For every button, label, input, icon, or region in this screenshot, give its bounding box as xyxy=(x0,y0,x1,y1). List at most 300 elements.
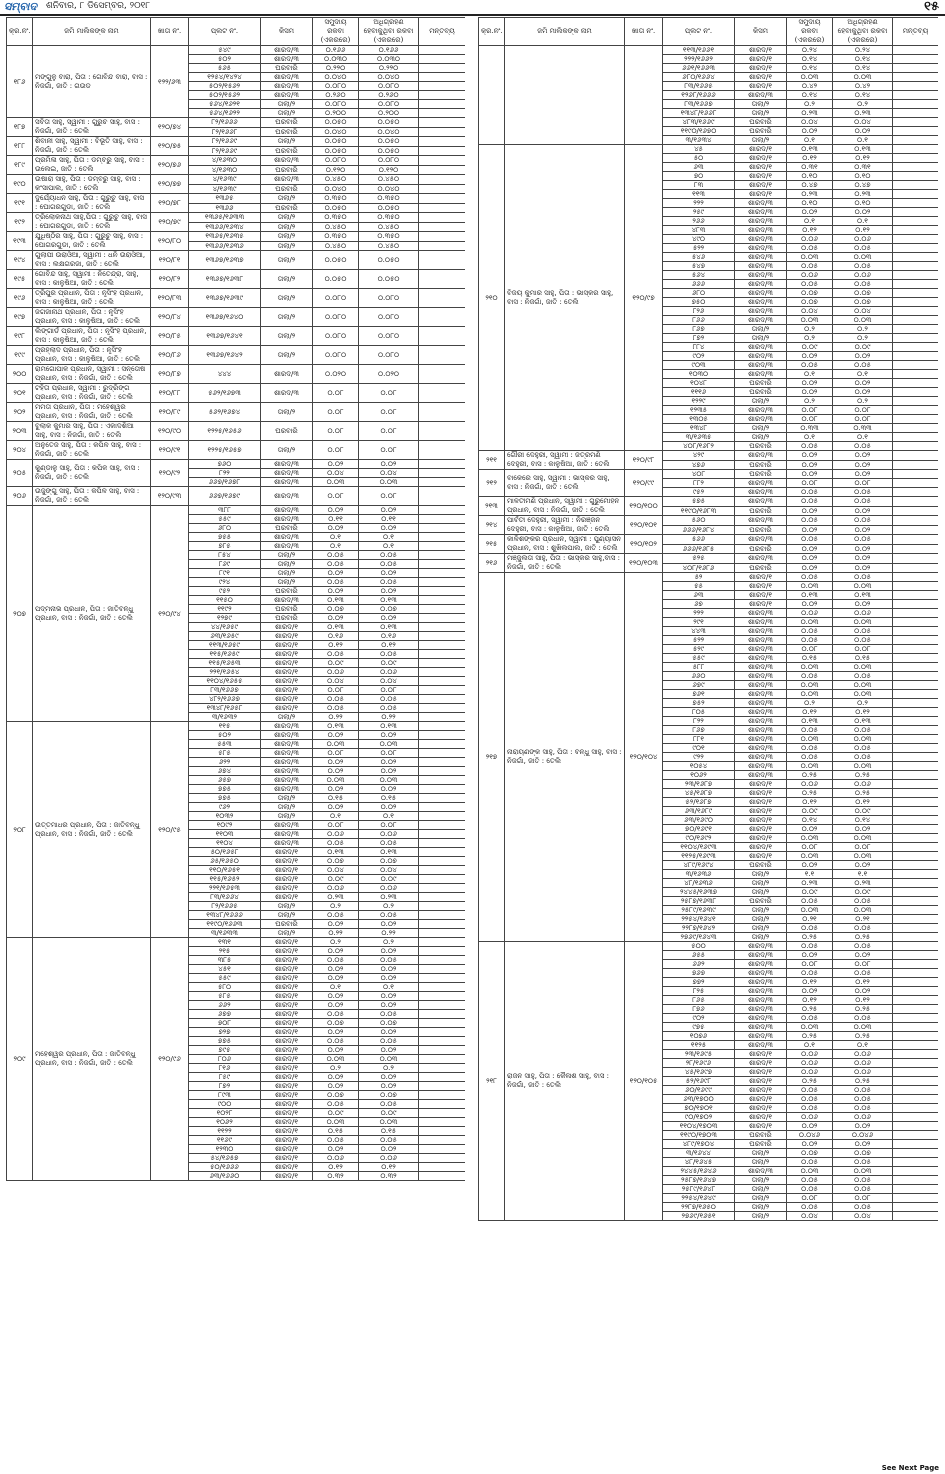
remarks xyxy=(893,1122,939,1131)
total-area: ୦.୦୨ xyxy=(787,460,833,470)
remarks xyxy=(893,771,939,780)
total-area: ୦.୦୫ xyxy=(313,1136,359,1145)
acquired-area: ୦.୦୨୦ xyxy=(359,365,419,384)
plot-number: ୨୧୫ xyxy=(189,947,261,956)
table-row xyxy=(479,942,939,951)
acquired-area: ୦.୦୫ xyxy=(833,488,893,497)
land-class: ଶାରଦ/୩ xyxy=(735,298,787,307)
acquired-area: ୦.୦୫ xyxy=(359,704,419,713)
plot-number: ୬୨୨ xyxy=(189,758,261,767)
acquired-area: ୦.୩୫୦ xyxy=(359,213,419,223)
land-class: ଶାରଦ/୩ xyxy=(735,280,787,289)
land-class: ଶାରଦ/୩ xyxy=(735,942,787,951)
acquired-area: ୦.୦୫ xyxy=(833,280,893,289)
owner-name: ବିଜୟ କୁମାର ସାହୁ, ପିତା : ଭାସ୍କର ସାହୁ, ବାସ : ନିଜଗାଁ, ଜାତି : ତେଲି xyxy=(505,145,625,451)
remarks xyxy=(419,175,466,185)
remarks xyxy=(419,992,466,1001)
land-class: ଶାରଦ/୧ xyxy=(261,875,313,884)
land-class: ଘରବାରି xyxy=(735,388,787,397)
remarks xyxy=(893,798,939,807)
owner-name: ଉତ୍ତମାଧର ପ୍ରଧାନ, ପିତା : ଜାତିବନ୍ଧୁ ପ୍ରଧାନ, ବାସ : ନିଜଗାଁ, ଜାତି : ତେଲି xyxy=(33,722,151,938)
total-area: ୦.୦୫ xyxy=(787,442,833,451)
total-area: ୦.୧୫ xyxy=(313,794,359,803)
total-area: ୦.୦୪୦ xyxy=(313,73,359,82)
total-area: ୦.୦୮ xyxy=(313,487,359,506)
remarks xyxy=(419,659,466,668)
acquired-area: ୦.୧୫ xyxy=(359,794,419,803)
plot-number: ୧୦୪୮ xyxy=(663,379,735,388)
total-area: ୦.୦୨ xyxy=(313,920,359,929)
acquired-area: ୦.୦୩ xyxy=(833,582,893,591)
plot-number: ୪/୧୬୩୦ xyxy=(189,165,261,175)
remarks xyxy=(419,46,466,55)
remarks xyxy=(893,1104,939,1113)
plot-number: ୯୦୦ xyxy=(189,1100,261,1109)
total-area: ୦.୦୨ xyxy=(313,460,359,469)
acquired-area: ୦.୦୯ xyxy=(359,659,419,668)
total-area: ୦.୦୨ xyxy=(787,388,833,397)
land-class: ତାଲା/୨ xyxy=(735,424,787,433)
total-area: ୦.୦୫ xyxy=(313,956,359,965)
serial-number: ୧୮୭ xyxy=(7,118,33,137)
total-area: ୦.୦୨ xyxy=(787,379,833,388)
land-class: ତାଲା/୨ xyxy=(261,213,313,223)
total-area: ୦.୦୫ xyxy=(787,262,833,271)
remarks xyxy=(419,165,466,175)
acquired-area: ୦.୨୫ xyxy=(833,789,893,798)
land-class: ଶାରଦ/୧ xyxy=(261,1064,313,1073)
plot-number: ୧୦୨୮ xyxy=(189,1109,261,1118)
remarks xyxy=(419,184,466,194)
total-area: ୦.୦୮୦ xyxy=(313,100,359,109)
land-class: ତାଲା/୨ xyxy=(261,441,313,460)
land-class: ତାଲା/୨ xyxy=(735,136,787,145)
remarks xyxy=(419,965,466,974)
remarks xyxy=(893,217,939,226)
owner-name: କୁଣ୍ଡାଳୁ ସାହୁ, ପିତା : କପିଳ ସାହୁ, ବାସ : ନିଜଗାଁ, ଜାତି : ତେଲି xyxy=(33,460,151,487)
acquired-area: ୦.୧ xyxy=(359,542,419,551)
owner-name: ଗୁଲାପୀ ଉରାଓଁଆ, ସ୍ୱାମୀ : ଧନି ଉରାଓଁଆ, ବାସ : ଲକ୍ଷଗରଜା, ଜାତି : ତେଲି xyxy=(33,251,151,270)
plot-number: ୬୩ xyxy=(663,163,735,172)
remarks xyxy=(419,533,466,542)
land-class: ଶାରଦ/୩ xyxy=(735,771,787,780)
plot-number: ୯୦/୧୬୯୨ xyxy=(663,834,735,843)
land-class: ଶାରଦ/୩ xyxy=(735,244,787,253)
plot-number: ୯୦୨ xyxy=(663,1014,735,1023)
remarks xyxy=(419,542,466,551)
total-area: ୦.୦୨ xyxy=(787,470,833,479)
khata-number: ୧୨୦/୧୦୩ xyxy=(625,554,663,573)
land-class: ଘରବାରି xyxy=(735,563,787,573)
acquired-area: ୦.୦୩ xyxy=(833,834,893,843)
acquired-area: ୦.୦୩ xyxy=(833,906,893,915)
plot-number: ୫୫୯ xyxy=(189,515,261,524)
total-area: ୦.୦୨ xyxy=(313,803,359,812)
plot-number: ୬୫୭ xyxy=(189,776,261,785)
land-class: ଶାରଦ/୩ xyxy=(735,235,787,244)
remarks xyxy=(893,506,939,516)
total-area: ୦.୦୨ xyxy=(787,127,833,136)
remarks xyxy=(419,506,466,515)
remarks xyxy=(419,232,466,242)
land-class: ତାଲା/୨ xyxy=(735,924,787,933)
land-class: ଘରବାରି xyxy=(261,920,313,929)
remarks xyxy=(893,127,939,136)
total-area: ୦.୦୨ xyxy=(787,544,833,554)
land-class: ଶାରଦ/୩ xyxy=(261,460,313,469)
land-class: ଶାରଦ/୩ xyxy=(735,996,787,1005)
total-area: ୦.୨୫ xyxy=(787,1032,833,1041)
remarks xyxy=(893,591,939,600)
total-area: ୦.୦୮୦ xyxy=(313,346,359,365)
plot-number: ୧୧୦୪/୧୬୯୩ xyxy=(663,843,735,852)
khata-number: ୧୨୦/୮୩ xyxy=(151,289,189,308)
land-class: ତାଲା/୨ xyxy=(261,241,313,251)
owner-name: ଗୋବିନ୍ଦ ସାହୁ, ସ୍ୱାମୀ : ନିତେନ୍ଦ୍ରା, ସାହୁ, ବାସ : କାଳୁଷିଆ, ଜାତି : ତେଲି xyxy=(33,270,151,289)
plot-number: ୮୬୫ xyxy=(663,996,735,1005)
total-area: ୦.୧୩ xyxy=(787,717,833,726)
plot-number: ୨୨୨ xyxy=(663,199,735,208)
total-area: ୦.୩୧ xyxy=(787,163,833,172)
acquired-area: ୦.୦୪ xyxy=(359,469,419,478)
land-class: ଶାରଦ/୩ xyxy=(735,717,787,726)
acquired-area: ୦.୦୫୦ xyxy=(359,137,419,147)
khata-number: ୧୨୦/୭୭ xyxy=(151,175,189,194)
acquired-area: ୦.୧୩ xyxy=(833,145,893,154)
total-area: ୦.୧୨ xyxy=(787,154,833,163)
plot-number: ୬୬୬/୧୬୮୫ xyxy=(663,544,735,554)
acquired-area: ୦.୦୮୦ xyxy=(359,289,419,308)
land-class: ଘରବାରି xyxy=(735,127,787,136)
column-header: ଜମି ମାଲିକଙ୍କ ନାମ xyxy=(33,18,151,46)
plot-number: ୫୪/୧୬୫୭ xyxy=(189,1154,261,1163)
owner-name: ଅନୁତେଜ ସାହୁ, ପିତା : କପିଳ ସାହୁ, ବାସ : ନିଜଗାଁ, ଜାତି : ତେଲି xyxy=(33,441,151,460)
khata-number: ୧୨୦/୮୫ xyxy=(151,327,189,346)
land-class: ଶାରଦ/୩ xyxy=(261,731,313,740)
plot-number: ୫୦/୧୬୬୬ xyxy=(189,1163,261,1172)
land-class: ଶାରଦ/୩ xyxy=(261,365,313,384)
acquired-area: ୦.୦୫ xyxy=(359,1010,419,1019)
total-area: ୦.୦୩ xyxy=(787,735,833,744)
land-class: ଶାରଦ/୩ xyxy=(261,722,313,731)
owner-name xyxy=(505,46,625,145)
plot-number: ୧୧୯୦/୧୭୦୩ xyxy=(663,1131,735,1140)
plot-number: ୫୬୦ xyxy=(663,516,735,526)
acquired-area: ୦.୧ xyxy=(833,1041,893,1050)
plot-number: ୮୩ xyxy=(663,181,735,190)
acquired-area: ୦.୦୬ xyxy=(833,1113,893,1122)
remarks xyxy=(893,343,939,352)
total-area: ୦.୦୫୦ xyxy=(313,251,359,270)
total-area: ୦.୦୬ xyxy=(313,830,359,839)
land-class: ଶାରଦ/୧ xyxy=(261,650,313,659)
remarks xyxy=(893,897,939,906)
acquired-area: ୦.୧୨ xyxy=(359,641,419,650)
land-class: ତାଲା/୨ xyxy=(735,1194,787,1203)
acquired-area: ୦.୧୩ xyxy=(359,722,419,731)
acquired-area: ୦.୦୨ xyxy=(833,460,893,470)
plot-number: ୧୨୫୪/୧୪୨୪ xyxy=(189,73,261,82)
total-area: ୦.୦୪ xyxy=(313,469,359,478)
total-area: ୦.୦୮ xyxy=(787,645,833,654)
remarks xyxy=(419,803,466,812)
land-class: ଶାରଦ/୧ xyxy=(261,632,313,641)
khata-number: ୧୨୦/୯୬ xyxy=(151,938,189,1181)
acquired-area: ୦.୪୭ xyxy=(833,181,893,190)
land-class: ଶାରଦ/୧ xyxy=(261,1127,313,1136)
land-class: ଶାରଦ/୩ xyxy=(735,681,787,690)
land-class: ଶାରଦ/୩ xyxy=(735,969,787,978)
plot-number: ୧୩୬୭/୧୬୪୨ xyxy=(189,346,261,365)
owner-name: ନାରାୟଣଙ୍କ ସାହୁ, ପିତା : ବନ୍ଧୁ ସାହୁ, ବାସ : ନିଜଗାଁ, ଜାତି : ତେଲି xyxy=(505,573,625,942)
total-area: ୦.୪୨ xyxy=(787,82,833,91)
remarks xyxy=(893,479,939,488)
land-class: ଶାରଦ/୩ xyxy=(735,307,787,316)
total-area: ୦.୩୫୦ xyxy=(313,194,359,204)
total-area: ୦.୦୬ xyxy=(787,609,833,618)
remarks xyxy=(419,118,466,128)
owner-name: ଯୁଧିଷ୍ଠିର ସାହୁ, ପିତା : ଗୁରୁଚୁ ସାହୁ, ବାସ : ଘୋଗରଗୁଡା, ଜାତି : ତେଲି xyxy=(33,232,151,251)
land-class: ଶାରଦ/୧ xyxy=(735,1122,787,1131)
total-area: ୦.୨ xyxy=(787,325,833,334)
acquired-area: ୦.୦୫ xyxy=(359,551,419,560)
plot-number: ୧୧୨୫/୧୬୯୩ xyxy=(663,852,735,861)
acquired-area: ୦.୦୨ xyxy=(359,614,419,623)
plot-number: ୮୨/୧୬୬୮ xyxy=(189,127,261,137)
land-class: ଶାରଦ/୧ xyxy=(261,1109,313,1118)
acquired-area: ୦.୨୨ xyxy=(359,929,419,938)
total-area: ୦.୦୫ xyxy=(313,1100,359,1109)
table-row xyxy=(7,270,466,289)
total-area: ୦.୦୭ xyxy=(787,289,833,298)
land-class: ତାଲା/୨ xyxy=(261,308,313,327)
total-area: ୦.୦୩ xyxy=(313,478,359,487)
total-area: ୦.୦୪ xyxy=(313,866,359,875)
acquired-area: ୦.୦୩ xyxy=(833,852,893,861)
acquired-area: ୦.୦୮ xyxy=(359,403,419,422)
acquired-area: ୦.୧ xyxy=(833,136,893,145)
land-class: ତାଲା/୨ xyxy=(261,346,313,365)
plot-number: ୫୦ xyxy=(663,154,735,163)
remarks xyxy=(419,1082,466,1091)
plot-number: ୧୩୧ xyxy=(189,938,261,947)
remarks xyxy=(419,650,466,659)
acquired-area: ୦.୦୫ xyxy=(833,361,893,370)
remarks xyxy=(419,695,466,704)
see-next-page-note: See Next Page xyxy=(881,1464,939,1472)
land-class: ଶାରଦ/୩ xyxy=(735,654,787,663)
remarks xyxy=(893,525,939,535)
land-class: ଶାରଦ/୩ xyxy=(735,488,787,497)
serial-number: ୧୯୯ xyxy=(7,346,33,365)
land-class: ଶାରଦ/୩ xyxy=(735,1041,787,1050)
remarks xyxy=(419,758,466,767)
remarks xyxy=(893,1014,939,1023)
land-class: ଶାରଦ/୩ xyxy=(261,469,313,478)
acquired-area: ୦.୦୮ xyxy=(359,487,419,506)
remarks xyxy=(419,222,466,232)
acquired-area: ୦.୦୫ xyxy=(359,1037,419,1046)
land-class: ଶାରଦ/୧ xyxy=(735,1104,787,1113)
plot-number: ୪୦୮/୧୬୮୬ xyxy=(663,563,735,573)
serial-number: ୧୯୨ xyxy=(7,213,33,232)
acquired-area: ୦.୦୩ xyxy=(833,663,893,672)
acquired-area: ୦.୦୪୬ xyxy=(833,1131,893,1140)
khata-number: ୧୨୦/୯୫ xyxy=(151,722,189,938)
total-area: ୦.୧୨ xyxy=(787,996,833,1005)
land-class: ଶାରଦ/୧ xyxy=(261,1073,313,1082)
acquired-area: ୦.୨୫ xyxy=(833,1032,893,1041)
acquired-area: ୦.୨ xyxy=(833,699,893,708)
plot-number: ୪୦୮/୧୬୮୨ xyxy=(663,442,735,451)
land-class: ଶାରଦ/୧ xyxy=(261,1100,313,1109)
acquired-area: ୦.୦୮ xyxy=(359,686,419,695)
total-area: ୦.୦୬ xyxy=(787,1113,833,1122)
plot-number: ୬୭୪ xyxy=(189,767,261,776)
acquired-area: ୦.୦୮୦ xyxy=(359,100,419,109)
owner-name: ମଞ୍ଜୁଲତା ସାହୁ, ପିତା : ଭାସ୍କର ସାହୁ,ବାସ : ନିଜଗାଁ, ଜାତି : ତେଲି xyxy=(505,554,625,573)
acquired-area: ୦.୦୫ xyxy=(833,924,893,933)
total-area: ୦.୨୫ xyxy=(787,1005,833,1014)
serial-number: ୨୦୩ xyxy=(7,422,33,441)
total-area: ୦.୦୩ xyxy=(313,776,359,785)
total-area: ୦.୦୩ xyxy=(313,1118,359,1127)
total-area: ୦.୦୮ xyxy=(313,384,359,403)
remarks xyxy=(893,226,939,235)
plot-number: ୫୫ xyxy=(663,582,735,591)
acquired-area: ୦.୦୨ xyxy=(833,987,893,996)
khata-number: ୧୨୦/୭୬ xyxy=(151,156,189,175)
land-class: ଶାରଦ/୧ xyxy=(735,573,787,582)
plot-number: ୯୬୨ xyxy=(189,803,261,812)
total-area: ୦.୪୫୦ xyxy=(313,222,359,232)
remarks xyxy=(419,422,466,441)
column-header: ଜମି ମାଲିକଙ୍କ ନାମ xyxy=(505,18,625,46)
total-area: ୦.୦୫ xyxy=(787,361,833,370)
total-area: ୦.୧୩ xyxy=(787,145,833,154)
plot-number: ୮୨/୧୬୬୬ xyxy=(189,118,261,128)
total-area: ୦.୦୨ xyxy=(313,974,359,983)
plot-number: ୧୨୩୦ xyxy=(189,1145,261,1154)
acquired-area: ୦.୦୨ xyxy=(833,563,893,573)
khata-number: ୧୨୦/୯୦ xyxy=(151,422,189,441)
owner-name: ରାମଗୋପାଳ ପ୍ରଧାନ, ସ୍ୱାମୀ : ସନ୍ତୋଷ ପ୍ରଧାନ, ବାସ : ନିଜଗାଁ, ଜାତି : ତେଲି xyxy=(33,365,151,384)
khata-number: ୧୨୦/୮୬ xyxy=(151,346,189,365)
plot-number: ୧୧୨୫ xyxy=(663,1041,735,1050)
plot-number: ୧୧୨୨ xyxy=(189,1127,261,1136)
land-class: ଶାରଦ/୩ xyxy=(735,1167,787,1176)
land-class: ଶାରଦ/୩ xyxy=(261,839,313,848)
plot-number: ୨୨୧/୧୬୫୪ xyxy=(189,668,261,677)
land-class: ତାଲା/୨ xyxy=(261,289,313,308)
khata-number: ୧୨୦/୮୪ xyxy=(151,308,189,327)
plot-number: ୧୧୫୦ xyxy=(189,596,261,605)
total-area: ୦.୦୫ xyxy=(313,1010,359,1019)
acquired-area: ୦.୧୦ xyxy=(833,172,893,181)
land-class: ଶାରଦ/୧ xyxy=(735,1086,787,1095)
land-class: ତାଲା/୨ xyxy=(735,915,787,924)
plot-number: ୭୨୭ xyxy=(189,1028,261,1037)
plot-number: ୨୫୮୯/୧୬୩୯ xyxy=(663,906,735,915)
remarks xyxy=(419,1073,466,1082)
table-row xyxy=(7,460,466,469)
total-area: ୦.୦୩ xyxy=(787,1167,833,1176)
khata-number: ୧୨୦/୧୦୧ xyxy=(625,516,663,535)
plot-number: ୪୮୯/୧୭୦୪ xyxy=(663,1140,735,1149)
plot-number: ୧୨୬୮/୧୬୬୬ xyxy=(663,91,735,100)
plot-number: ୯୨୨ xyxy=(663,753,735,762)
acquired-area: ୦.୦୮ xyxy=(359,384,419,403)
remarks xyxy=(419,821,466,830)
remarks xyxy=(893,1131,939,1140)
total-area: ୦.୦୬ xyxy=(313,1154,359,1163)
owner-name: ଉଜୁଙ୍ଗୁ ସାହୁ, ପିତା : କପିଳ ସାହୁ, ବାସ : ନିଜଗାଁ, ଜାତି : ତେଲି xyxy=(33,487,151,506)
land-class: ଶାରଦ/୩ xyxy=(735,516,787,526)
land-class: ଶାରଦ/୧ xyxy=(261,668,313,677)
khata-number: ୧୨୦/୧୦୦ xyxy=(625,497,663,516)
acquired-area: ୦.୦୫ xyxy=(833,672,893,681)
acquired-area: ୦.୦୫ xyxy=(833,942,893,951)
acquired-area: ୦.୨୩ xyxy=(833,109,893,118)
remarks xyxy=(893,1212,939,1221)
plot-number: ୬୭୯ xyxy=(663,681,735,690)
land-class: ଶାରଦ/୩ xyxy=(735,1014,787,1023)
total-area: ୦.୦୩ xyxy=(313,740,359,749)
total-area: ୦.୨୫ xyxy=(787,789,833,798)
remarks xyxy=(893,289,939,298)
plot-number: ୪୮୯/୧୬୯୪ xyxy=(663,861,735,870)
plot-number: ୭୦/୧୭୦୧ xyxy=(663,1104,735,1113)
total-area: ୦.୦୪ xyxy=(787,118,833,127)
remarks xyxy=(893,535,939,545)
acquired-area: ୦.୦୮ xyxy=(833,415,893,424)
acquired-area: ୦.୦୫ xyxy=(833,1095,893,1104)
plot-number: ୪୫୧ xyxy=(189,965,261,974)
plot-number: ୬୩/୧୬୫୯ xyxy=(189,632,261,641)
land-class: ଶାରଦ/୧ xyxy=(261,1046,313,1055)
acquired-area: ୦.୧୨ xyxy=(833,226,893,235)
owner-name: ପ୍ରମିଳା ସାହୁ, ପିତା : ଡମ୍ବରୁ ସାହୁ, ବାସ : ଉଲେଇ, ଜାତି : ତେଲି xyxy=(33,156,151,175)
plot-number: ୬୬୭/୧୬୭୯ xyxy=(189,487,261,506)
acquired-area: ୦.୨୨ xyxy=(359,713,419,722)
acquired-area: ୦.୧୨ xyxy=(359,1163,419,1172)
plot-number: ୭୫୫ xyxy=(189,533,261,542)
land-class: ତାଲା/୨ xyxy=(735,1149,787,1158)
total-area: ୦.୦୪୦ xyxy=(313,127,359,137)
remarks xyxy=(893,1059,939,1068)
plot-number: ୫୨୫ xyxy=(663,554,735,564)
land-class: ଶାରଦ/୩ xyxy=(261,91,313,100)
total-area: ୦.୧୩ xyxy=(313,848,359,857)
total-area: ୦.୩୨ xyxy=(313,1172,359,1181)
table-row xyxy=(7,938,466,947)
land-class: ଘରବାରି xyxy=(735,379,787,388)
land-class: ଶାରଦ/୩ xyxy=(735,1023,787,1032)
remarks xyxy=(419,587,466,596)
owner-name: ରାଜନ ସାହୁ, ପିତା : କୈଳାଶ ସାହୁ, ବାସ : ନିଜଗାଁ, ଜାତି : ତେଲି xyxy=(505,942,625,1221)
plot-number: ୧୩୬୫ xyxy=(189,194,261,204)
total-area: ୦.୦୫ xyxy=(313,560,359,569)
total-area: ୦.୦୩ xyxy=(787,618,833,627)
acquired-area: ୦.୦୫ xyxy=(833,573,893,582)
remarks xyxy=(419,686,466,695)
remarks xyxy=(893,388,939,397)
remarks xyxy=(419,632,466,641)
total-area: ୦.୦୨ xyxy=(313,965,359,974)
plot-number: ୫୫୯ xyxy=(189,974,261,983)
acquired-area: ୦.୧ xyxy=(359,812,419,821)
acquired-area: ୦.୦୬ xyxy=(833,1068,893,1077)
